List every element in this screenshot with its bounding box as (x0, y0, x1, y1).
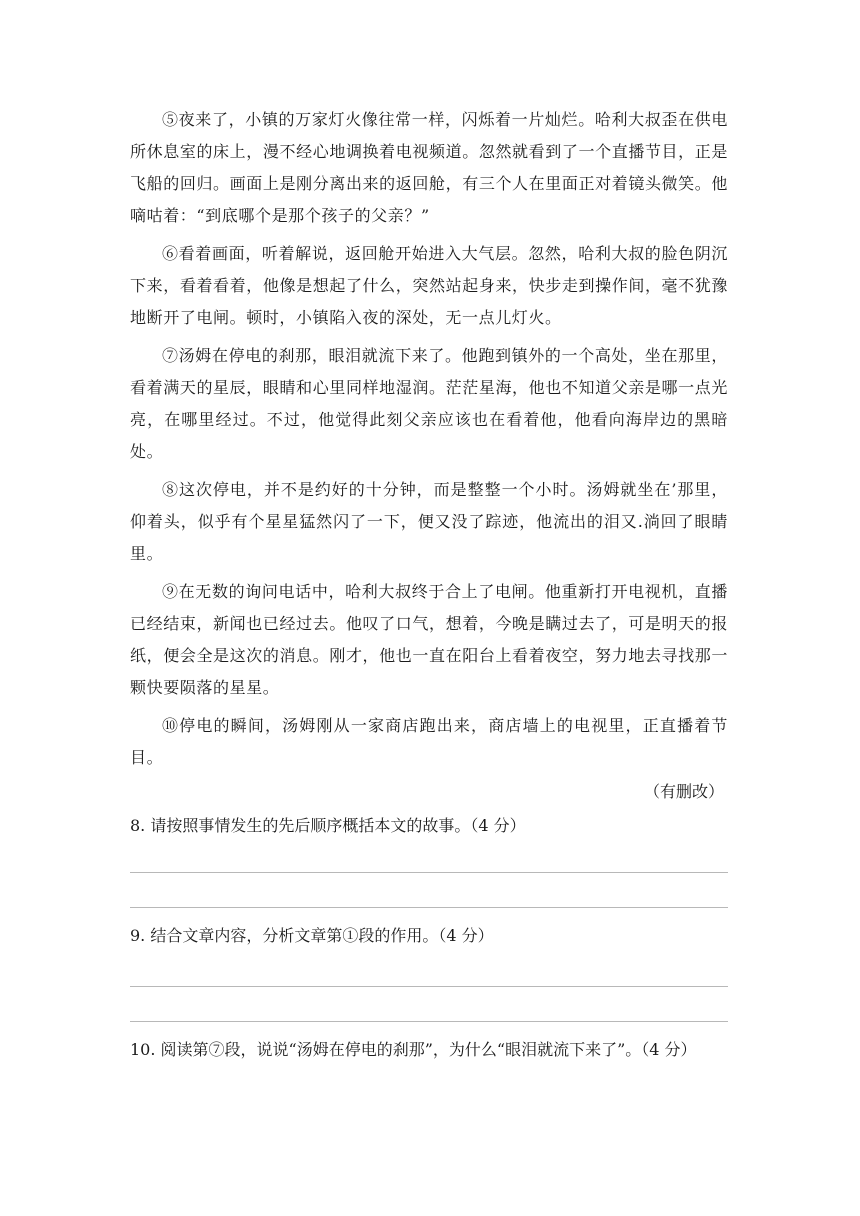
paragraph-6: ⑥看着画面，听着解说，返回舱开始进入大气层。忽然，哈利大叔的脸色阴沉下来，看着看着，他像是想起了什么，突然站起身来，快步走到操作间，毫不犹豫地断开了电闸。顿时，小镇陷入夜的深处，无一点儿灯火。 (130, 244, 728, 327)
exam-page (130, 104, 728, 1066)
paragraph-7: ⑦汤姆在停电的刹那，眼泪就流下来了。他跑到镇外的一个高处，坐在那里，看着满天的星辰，眼睛和心里同样地湿润。茫茫星海，他也不知道父亲是哪一点光亮，在哪里经过。不过，他觉得此刻父亲应该也在看着他，他看向海岸边的黑暗处。 (130, 346, 728, 461)
source-note: （有删改） (643, 782, 724, 801)
paragraph-10: ⑩停电的瞬间，汤姆刚从一家商店跑出来，商店墙上的电视里，正直播着节目。 (130, 716, 728, 767)
paragraph-8: ⑧这次停电，并不是约好的十分钟，而是整整一个小时。汤姆就坐在’那里，仰着头，似乎有个星星猛然闪了一下，便又没了踪迹，他流出的泪又.淌回了眼睛里。 (130, 480, 728, 563)
reading-passage (130, 104, 728, 808)
question-10: 10. 阅读第⑦段，说说“汤姆在停电的刹那”，为什么“眼泪就流下来了”。（4 分） (130, 1040, 697, 1059)
questions-section (130, 810, 728, 1066)
question-8: 8. 请按照事情发生的先后顺序概括本文的故事。（4 分） (130, 816, 526, 835)
paragraph-5: ⑤夜来了，小镇的万家灯火像往常一样，闪烁着一片灿烂。哈利大叔歪在供电所休息室的床上，漫不经心地调换着电视频道。忽然就看到了一个直播节目，正是飞船的回归。画面上是刚分离出来的返回舱，有三个人在里面正对着镜头微笑。他嘀咕着：“到底哪个是那个孩子的父亲？” (130, 110, 728, 225)
question-9: 9. 结合文章内容，分析文章第①段的作用。（4 分） (130, 926, 494, 945)
paragraph-9: ⑨在无数的询问电话中，哈利大叔终于合上了电闸。他重新打开电视机，直播已经结束，新闻也已经过去。他叹了口气，想着，今晚是瞒过去了，可是明天的报纸，便会全是这次的消息。刚才，他也一直在阳台上看着夜空，努力地去寻找那一颗快要陨落的星星。 (130, 582, 728, 697)
